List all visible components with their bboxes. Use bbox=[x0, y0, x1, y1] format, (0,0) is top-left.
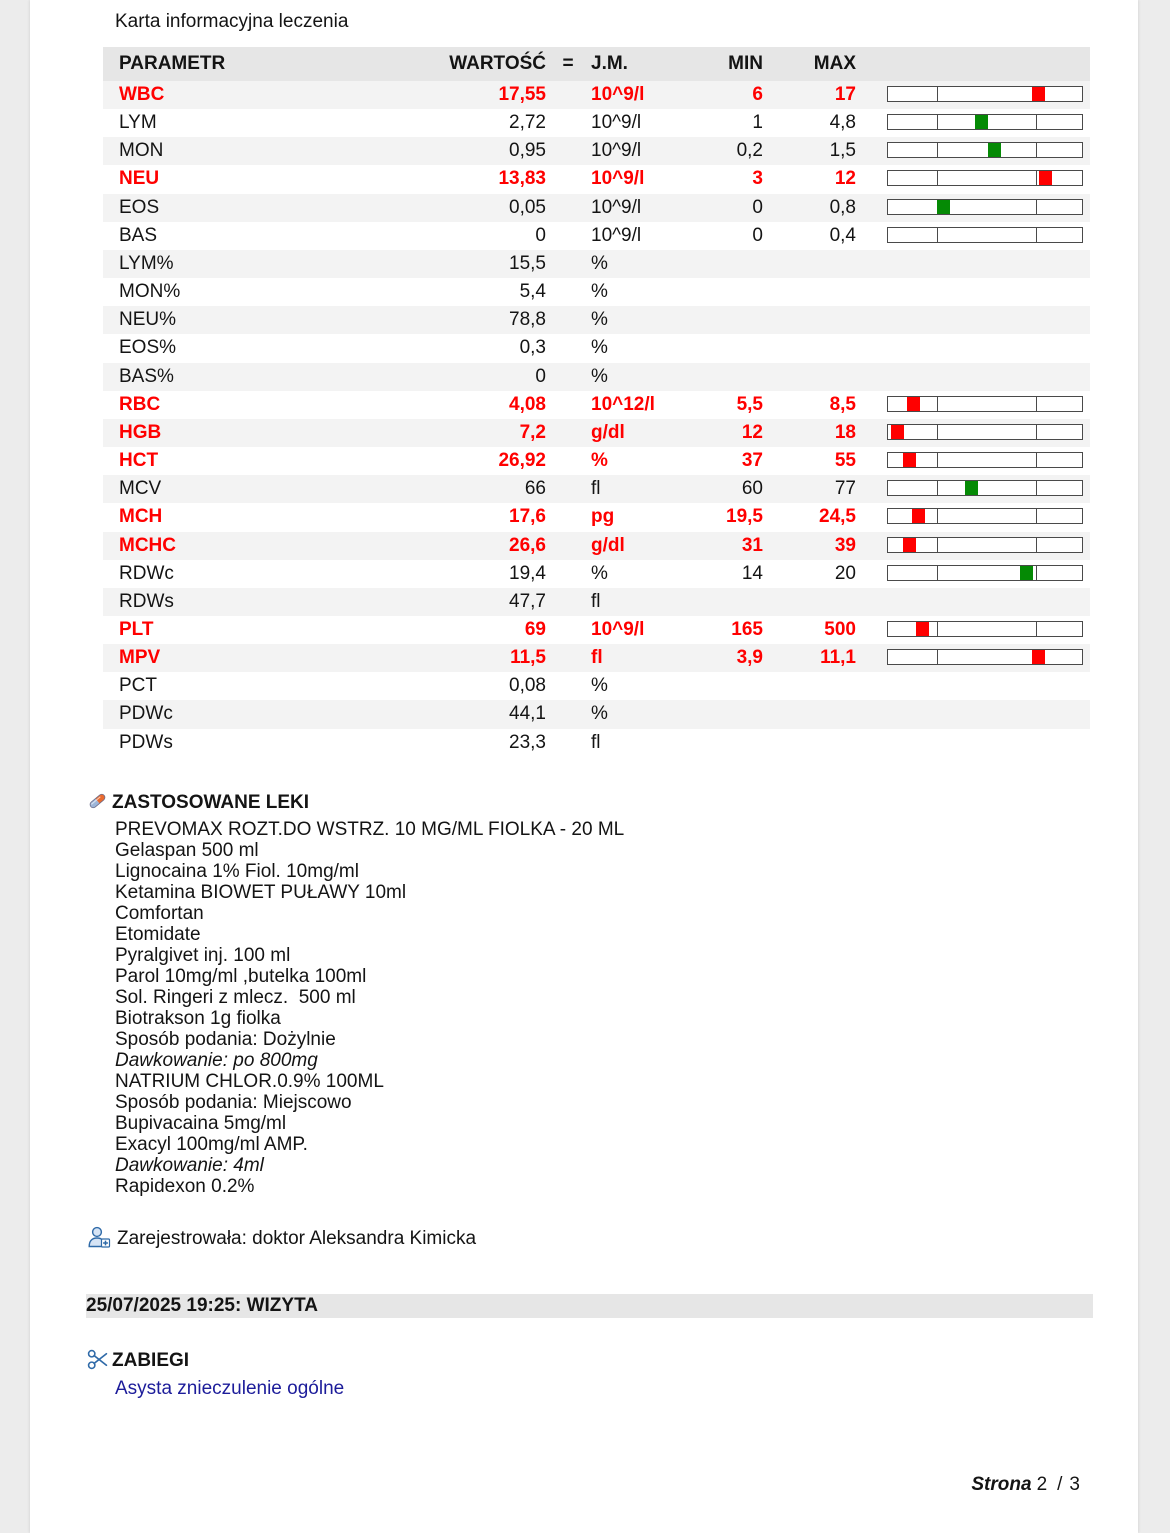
lab-value-cell: 19,4 bbox=[509, 562, 546, 584]
lab-row-pct bbox=[103, 672, 1090, 700]
lab-value-cell: 11,5 bbox=[510, 647, 546, 669]
lab-param-cell: LYM bbox=[119, 112, 157, 134]
range-gauge-divider bbox=[1036, 509, 1037, 523]
lab-param-cell: BAS bbox=[119, 224, 158, 246]
medication-item: Biotrakson 1g fiolka bbox=[115, 1008, 281, 1029]
lab-min-cell: 165 bbox=[731, 618, 763, 640]
lab-row-rdwc bbox=[103, 560, 1090, 588]
procedure-item: Asysta znieczulenie ogólne bbox=[115, 1378, 345, 1399]
range-gauge-divider bbox=[937, 425, 938, 439]
range-gauge bbox=[887, 396, 1083, 412]
lab-row-mcv bbox=[103, 475, 1090, 503]
medication-item: Lignocaina 1% Fiol. 10mg/ml bbox=[115, 861, 359, 882]
lab-row-pdwc bbox=[103, 700, 1090, 728]
lab-max-cell: 0,4 bbox=[829, 224, 856, 246]
lab-row-eos bbox=[103, 194, 1090, 222]
lab-value-cell: 78,8 bbox=[509, 309, 546, 331]
lab-max-cell: 12 bbox=[834, 168, 856, 190]
procedures-heading: ZABIEGI bbox=[112, 1350, 190, 1371]
page-indicator bbox=[971, 1474, 1080, 1496]
lab-min-cell: 5,5 bbox=[736, 393, 763, 415]
range-marker bbox=[903, 453, 916, 467]
range-marker bbox=[907, 397, 920, 411]
pill-icon bbox=[87, 791, 108, 811]
lab-value-cell: 17,6 bbox=[509, 506, 546, 528]
medication-item: Comfortan bbox=[115, 903, 204, 924]
lab-unit-cell: % bbox=[591, 309, 608, 331]
range-gauge-divider bbox=[1036, 115, 1037, 129]
range-gauge-divider bbox=[937, 115, 938, 129]
lab-unit-cell: 10^9/l bbox=[591, 196, 642, 218]
page-separator: / bbox=[1057, 1474, 1063, 1495]
lab-row-bas bbox=[103, 222, 1090, 250]
lab-param-cell: PCT bbox=[119, 675, 157, 697]
range-gauge-divider bbox=[937, 538, 938, 552]
lab-min-cell: 0 bbox=[752, 196, 763, 218]
range-gauge bbox=[887, 649, 1083, 665]
range-marker bbox=[912, 509, 925, 523]
lab-unit-cell: % bbox=[591, 675, 608, 697]
medications-heading: ZASTOSOWANE LEKI bbox=[112, 792, 310, 813]
range-gauge-divider bbox=[1036, 425, 1037, 439]
lab-row-lym-pct bbox=[103, 250, 1090, 278]
lab-min-cell: 60 bbox=[741, 478, 763, 500]
col-header-unit: J.M. bbox=[591, 53, 628, 74]
lab-table-body bbox=[103, 81, 1090, 757]
range-gauge-divider bbox=[1036, 481, 1037, 495]
lab-unit-cell: 10^9/l bbox=[591, 112, 642, 134]
lab-value-cell: 0 bbox=[535, 365, 546, 387]
lab-param-cell: WBC bbox=[119, 84, 165, 105]
lab-value-cell: 13,83 bbox=[498, 168, 546, 190]
range-gauge-divider bbox=[1036, 622, 1037, 636]
medication-item: Gelaspan 500 ml bbox=[115, 840, 259, 861]
medication-item: Bupivacaina 5mg/ml bbox=[115, 1113, 287, 1134]
range-gauge-divider bbox=[937, 566, 938, 580]
range-marker bbox=[891, 425, 904, 439]
range-gauge-divider bbox=[937, 650, 938, 664]
lab-unit-cell: pg bbox=[591, 506, 615, 528]
lab-unit-cell: g/dl bbox=[591, 421, 625, 443]
col-header-max: MAX bbox=[813, 53, 856, 74]
lab-value-cell: 0,08 bbox=[509, 675, 546, 697]
range-gauge bbox=[887, 452, 1083, 468]
lab-min-cell: 0 bbox=[752, 224, 763, 246]
lab-max-cell: 77 bbox=[834, 478, 856, 500]
lab-unit-cell: % bbox=[591, 281, 608, 303]
lab-max-cell: 4,8 bbox=[829, 112, 856, 134]
range-gauge bbox=[887, 480, 1083, 496]
lab-value-cell: 69 bbox=[524, 618, 546, 640]
lab-param-cell: MON% bbox=[119, 281, 181, 303]
lab-min-cell: 1 bbox=[752, 112, 763, 134]
lab-unit-cell: % bbox=[591, 703, 608, 725]
range-gauge bbox=[887, 565, 1083, 581]
lab-value-cell: 66 bbox=[524, 478, 546, 500]
col-header-value: WARTOŚĆ bbox=[449, 53, 546, 74]
lab-min-cell: 3 bbox=[752, 168, 763, 190]
range-marker bbox=[1032, 650, 1045, 664]
lab-unit-cell: fl bbox=[591, 731, 601, 753]
document-title: Karta informacyjna leczenia bbox=[115, 11, 349, 32]
medication-item: Rapidexon 0.2% bbox=[115, 1176, 255, 1197]
lab-max-cell: 8,5 bbox=[829, 393, 856, 415]
range-gauge-divider bbox=[937, 228, 938, 242]
range-marker bbox=[916, 622, 929, 636]
lab-min-cell: 19,5 bbox=[726, 506, 763, 528]
range-gauge bbox=[887, 424, 1083, 440]
lab-value-cell: 47,7 bbox=[509, 590, 546, 612]
lab-value-cell: 4,08 bbox=[509, 393, 546, 415]
lab-value-cell: 26,92 bbox=[498, 450, 546, 472]
lab-value-cell: 0,95 bbox=[509, 140, 546, 162]
medication-item: Pyralgivet inj. 100 ml bbox=[115, 945, 291, 966]
visit-header-bar bbox=[86, 1294, 1093, 1318]
lab-min-cell: 31 bbox=[741, 534, 763, 556]
medication-item: Sposób podania: Dożylnie bbox=[115, 1029, 336, 1050]
range-gauge-divider bbox=[1036, 171, 1037, 185]
range-gauge-divider bbox=[937, 397, 938, 411]
range-gauge-divider bbox=[937, 481, 938, 495]
page-current: 2 bbox=[1036, 1474, 1048, 1495]
lab-max-cell: 0,8 bbox=[829, 196, 856, 218]
range-gauge-divider bbox=[937, 453, 938, 467]
range-gauge-divider bbox=[1036, 143, 1037, 157]
lab-value-cell: 15,5 bbox=[509, 252, 546, 274]
lab-row-bas-pct bbox=[103, 363, 1090, 391]
lab-param-cell: MPV bbox=[119, 647, 161, 669]
lab-param-cell: PLT bbox=[119, 618, 154, 640]
range-gauge bbox=[887, 142, 1083, 158]
range-gauge bbox=[887, 621, 1083, 637]
page-total: 3 bbox=[1069, 1474, 1080, 1495]
lab-min-cell: 14 bbox=[741, 562, 763, 584]
lab-param-cell: MCH bbox=[119, 506, 163, 528]
lab-param-cell: MON bbox=[119, 140, 164, 162]
lab-value-cell: 0,05 bbox=[509, 196, 546, 218]
lab-param-cell: RBC bbox=[119, 393, 161, 415]
lab-max-cell: 500 bbox=[824, 618, 856, 640]
lab-max-cell: 18 bbox=[834, 421, 856, 443]
range-gauge bbox=[887, 86, 1083, 102]
lab-unit-cell: % bbox=[591, 337, 608, 359]
lab-unit-cell: 10^9/l bbox=[591, 168, 645, 190]
lab-row-mon-pct bbox=[103, 278, 1090, 306]
lab-value-cell: 17,55 bbox=[498, 84, 546, 105]
range-gauge bbox=[887, 114, 1083, 130]
lab-value-cell: 26,6 bbox=[509, 534, 546, 556]
lab-row-pdws bbox=[103, 729, 1090, 757]
range-gauge bbox=[887, 170, 1083, 186]
lab-unit-cell: 10^12/l bbox=[591, 393, 655, 415]
range-marker bbox=[975, 115, 988, 129]
range-gauge-divider bbox=[1036, 566, 1037, 580]
lab-param-cell: EOS% bbox=[119, 337, 177, 359]
lab-unit-cell: 10^9/l bbox=[591, 618, 645, 640]
range-marker bbox=[988, 143, 1001, 157]
lab-unit-cell: fl bbox=[591, 590, 601, 612]
lab-param-cell: HCT bbox=[119, 450, 159, 472]
lab-unit-cell: % bbox=[591, 365, 608, 387]
medication-item: Sol. Ringeri z mlecz. 500 ml bbox=[115, 987, 356, 1008]
lab-max-cell: 55 bbox=[834, 450, 856, 472]
lab-row-wbc bbox=[103, 81, 1090, 109]
lab-value-cell: 5,4 bbox=[519, 281, 546, 303]
visit-heading: 25/07/2025 19:25: WIZYTA bbox=[86, 1295, 318, 1316]
lab-param-cell: LYM% bbox=[119, 252, 174, 274]
lab-value-cell: 7,2 bbox=[519, 421, 546, 443]
lab-param-cell: PDWs bbox=[119, 731, 173, 753]
range-gauge bbox=[887, 537, 1083, 553]
range-gauge-divider bbox=[937, 87, 938, 101]
range-gauge-divider bbox=[937, 622, 938, 636]
lab-row-plt bbox=[103, 616, 1090, 644]
lab-param-cell: PDWc bbox=[119, 703, 173, 725]
medication-item: Sposób podania: Miejscowo bbox=[115, 1092, 352, 1113]
lab-row-neu bbox=[103, 165, 1090, 193]
medications-list bbox=[115, 819, 624, 1197]
lab-row-mch bbox=[103, 503, 1090, 531]
range-marker bbox=[1020, 566, 1033, 580]
lab-min-cell: 37 bbox=[741, 450, 763, 472]
lab-value-cell: 23,3 bbox=[509, 731, 546, 753]
lab-table-header bbox=[103, 47, 1090, 81]
lab-param-cell: BAS% bbox=[119, 365, 174, 387]
lab-param-cell: NEU bbox=[119, 168, 160, 190]
range-gauge-divider bbox=[1036, 200, 1037, 214]
scissors-icon bbox=[87, 1349, 108, 1370]
range-marker bbox=[937, 200, 950, 214]
col-header-param: PARAMETR bbox=[119, 53, 226, 74]
medication-item: Etomidate bbox=[115, 924, 201, 945]
lab-unit-cell: 10^9/l bbox=[591, 224, 642, 246]
lab-row-mpv bbox=[103, 644, 1090, 672]
lab-row-hct bbox=[103, 447, 1090, 475]
doctor-icon bbox=[88, 1226, 111, 1248]
lab-max-cell: 39 bbox=[834, 534, 856, 556]
lab-param-cell: RDWs bbox=[119, 590, 174, 612]
medication-item: Parol 10mg/ml ,butelka 100ml bbox=[115, 966, 367, 987]
range-marker bbox=[1039, 171, 1052, 185]
lab-row-rdws bbox=[103, 588, 1090, 616]
lab-unit-cell: % bbox=[591, 562, 608, 584]
lab-row-neu-pct bbox=[103, 306, 1090, 334]
range-gauge-divider bbox=[1036, 228, 1037, 242]
lab-param-cell: NEU% bbox=[119, 309, 177, 331]
lab-unit-cell: fl bbox=[591, 478, 601, 500]
range-gauge-divider bbox=[1036, 538, 1037, 552]
lab-unit-cell: 10^9/l bbox=[591, 84, 645, 105]
medication-item: Dawkowanie: po 800mg bbox=[115, 1050, 318, 1071]
lab-value-cell: 44,1 bbox=[509, 703, 546, 725]
lab-min-cell: 0,2 bbox=[736, 140, 763, 162]
col-header-eq: = bbox=[562, 53, 574, 74]
lab-min-cell: 12 bbox=[741, 421, 763, 443]
registered-by: Zarejestrowała: doktor Aleksandra Kimicka bbox=[117, 1228, 477, 1249]
range-gauge bbox=[887, 508, 1083, 524]
range-gauge-divider bbox=[937, 143, 938, 157]
lab-param-cell: EOS bbox=[119, 196, 160, 218]
medication-item: NATRIUM CHLOR.0.9% 100ML bbox=[115, 1071, 384, 1092]
range-marker bbox=[903, 538, 916, 552]
lab-unit-cell: % bbox=[591, 450, 608, 472]
page-label: Strona bbox=[971, 1474, 1032, 1495]
medication-item: Dawkowanie: 4ml bbox=[115, 1155, 264, 1176]
medication-item: Ketamina BIOWET PUŁAWY 10ml bbox=[115, 882, 407, 903]
lab-row-eos-pct bbox=[103, 334, 1090, 362]
lab-unit-cell: 10^9/l bbox=[591, 140, 642, 162]
lab-max-cell: 24,5 bbox=[819, 506, 856, 528]
lab-value-cell: 0 bbox=[535, 224, 546, 246]
lab-value-cell: 2,72 bbox=[509, 112, 546, 134]
range-gauge bbox=[887, 227, 1083, 243]
lab-param-cell: RDWc bbox=[119, 562, 174, 584]
lab-unit-cell: g/dl bbox=[591, 534, 625, 556]
medication-item: Exacyl 100mg/ml AMP. bbox=[115, 1134, 308, 1155]
range-gauge bbox=[887, 199, 1083, 215]
range-gauge-divider bbox=[1036, 453, 1037, 467]
lab-unit-cell: % bbox=[591, 252, 608, 274]
lab-min-cell: 6 bbox=[752, 84, 763, 105]
col-header-min: MIN bbox=[728, 53, 763, 74]
lab-param-cell: MCV bbox=[119, 478, 162, 500]
lab-max-cell: 20 bbox=[834, 562, 856, 584]
lab-row-lym bbox=[103, 109, 1090, 137]
range-gauge-divider bbox=[1036, 397, 1037, 411]
lab-row-hgb bbox=[103, 419, 1090, 447]
lab-min-cell: 3,9 bbox=[736, 647, 763, 669]
lab-value-cell: 0,3 bbox=[519, 337, 546, 359]
lab-row-mchc bbox=[103, 532, 1090, 560]
lab-max-cell: 1,5 bbox=[829, 140, 856, 162]
lab-param-cell: MCHC bbox=[119, 534, 176, 556]
lab-max-cell: 11,1 bbox=[820, 647, 856, 669]
lab-row-rbc bbox=[103, 391, 1090, 419]
lab-row-mon bbox=[103, 137, 1090, 165]
lab-param-cell: HGB bbox=[119, 421, 162, 443]
range-marker bbox=[965, 481, 978, 495]
lab-unit-cell: fl bbox=[591, 647, 603, 669]
range-gauge-divider bbox=[937, 171, 938, 185]
range-marker bbox=[1032, 87, 1045, 101]
range-gauge-divider bbox=[937, 509, 938, 523]
lab-max-cell: 17 bbox=[834, 84, 856, 105]
medication-item: PREVOMAX ROZT.DO WSTRZ. 10 MG/ML FIOLKA - 20 ML bbox=[115, 819, 625, 840]
